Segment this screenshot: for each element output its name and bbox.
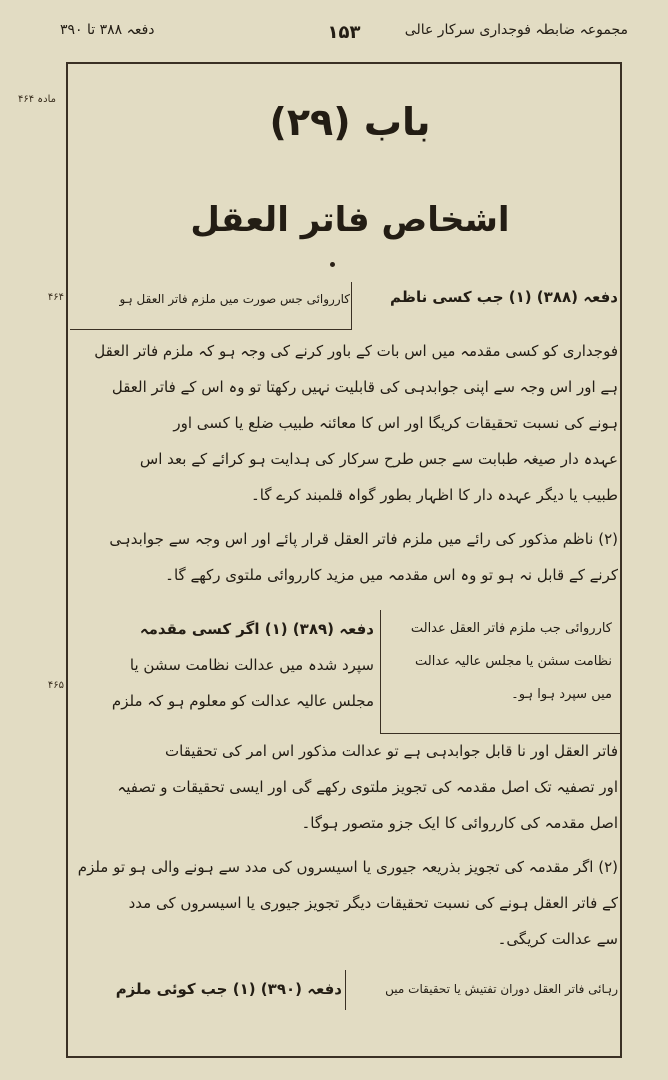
margin-note-2: ۴۶۴ xyxy=(47,292,64,303)
section-389-clause2-line-1: (۲) اگر مقدمہ کی تجویز بذریعہ جیوری یا اسیسروں کی مدد سے ہونے والی ہو تو ملزم xyxy=(77,858,618,876)
section-389-opening: دفعہ (۳۸۹) (۱) اگر کسی مقدمہ xyxy=(139,620,374,638)
section-388-sidenote-box xyxy=(70,282,352,330)
page-header xyxy=(60,18,628,48)
section-388-line-1: فوجداری کو کسی مقدمہ میں اس بات کے باور کرنے کی وجہ ہو کہ ملزم فاتر العقل xyxy=(94,342,618,360)
section-388-sidenote: کارروائی جس صورت میں ملزم فاتر العقل ہو xyxy=(119,292,350,306)
section-389-line-2: اور تصفیہ تک اصل مقدمہ کی تجویز ملتوی رکھے گی اور ایسی تحقیقات و تصفیہ xyxy=(117,778,618,796)
chapter-number: باب (۲۹) xyxy=(269,100,431,144)
section-388-line-3: ہونے کی نسبت تحقیقات کریگا اور اس کا معائنہ طبیب ضلع یا کسی اور xyxy=(173,414,618,432)
section-388-line-4: عہدہ دار صیغہ طبابت سے جس طرح سرکار کی ہدایت ہو کرائے کے بعد اس xyxy=(139,450,618,468)
section-389-left-line-1: سپرد شدہ میں عدالت نظامت سشن یا xyxy=(129,656,374,674)
page-number: ۱۵۳ xyxy=(327,22,361,43)
section-389-line-3: اصل مقدمہ کی کارروائی کا ایک جزو متصور ہوگا۔ xyxy=(301,814,618,832)
running-title: مجموعہ ضابطہ فوجداری سرکار عالی xyxy=(404,22,628,38)
section-388-clause2-line-1: (۲) ناظم مذکور کی رائے میں ملزم فاتر العقل قرار پائے اور اس وجہ سے جوابدہی xyxy=(109,530,618,548)
section-390-opening: دفعہ (۳۹۰) (۱) جب کوئی ملزم xyxy=(115,980,342,998)
chapter-title: اشخاص فاتر العقل xyxy=(190,200,510,240)
section-388-line-2: ہے اور اس وجہ سے اپنی جوابدہی کی قابلیت نہیں رکھتا تو وہ اس کے فاتر العقل xyxy=(111,378,618,396)
section-389-clause2-line-2: کے فاتر العقل ہونے کی نسبت تحقیقات دیگر تجویز جیوری یا اسیسروں کی مدد xyxy=(128,894,618,912)
section-390-sidenote: رہائی فاتر العقل دوران تفتیش یا تحقیقات میں xyxy=(385,982,618,996)
section-range: دفعہ ۳۸۸ تا ۳۹۰ xyxy=(60,22,155,38)
section-389-left-line-2: مجلس عالیہ عدالت کو معلوم ہو کہ ملزم xyxy=(111,692,374,710)
section-389-sidenote: کارروائی جب ملزم فاتر العقل عدالت نظامت سشن یا مجلس عالیہ عدالت میں سپرد ہوا ہو۔ xyxy=(410,621,612,702)
section-388-clause2-line-2: کرنے کے قابل نہ ہو تو وہ اس مقدمہ میں مزید کارروائی ملتوی رکھے گا۔ xyxy=(165,566,618,584)
margin-note-3: ۴۶۵ xyxy=(47,680,64,691)
ornament-dot xyxy=(330,262,335,267)
section-388-line-5: طبیب یا دیگر عہدہ دار کا اظہار بطور گواہ قلمبند کرے گا۔ xyxy=(250,486,618,504)
section-388-opening: دفعہ (۳۸۸) (۱) جب کسی ناظم xyxy=(390,288,618,306)
margin-note-1: مادہ ۴۶۴ xyxy=(17,94,56,105)
section-389-line-1: فاتر العقل اور نا قابل جوابدہی ہے تو عدالت مذکور اس امر کی تحقیقات xyxy=(165,742,618,760)
section-389-clause2-line-3: سے عدالت کریگی۔ xyxy=(497,930,618,948)
